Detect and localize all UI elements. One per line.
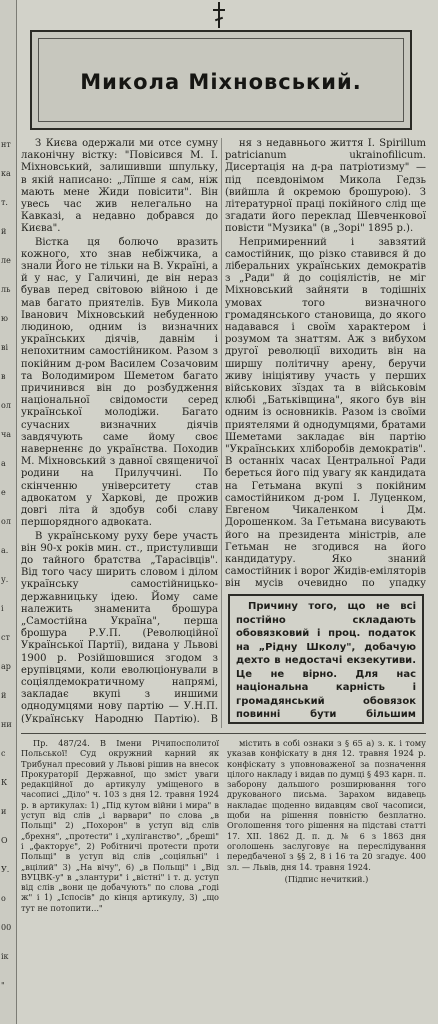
- article-paragraph: Вістка ця болючо вразить кожного, хто знав небіжчика, а знали Його не тільки на В. Україні, а й у нас, у Галичині, де він нераз бував перед світовою війною і де мав багато приятелів. Був Микола Іванович Міхновський небуденною людиною, одним із визначних українських діячів, давнім і непохитним самостійником. Разом з покійним д-ром Василем Созачовим та Володимиром Шеметом багато причинився він до розбудження національної свідомости серед української молодіжи. Багато сучасних визначних діячів завдячують саме йому своє наверненнє до українства. Походив М. Міхновський з давної священичої родини на Прилуччині. По скінченню університету став адвокатом у Харкові, де прожив довгі літа й здобув собі славу першорядного адвоката.: [21, 236, 218, 529]
- article-paragraph: Непримиренний і завзятий самостійник, що різко ставився й до ліберальних українських демократів з „Ради" й до соціялістів, не міг Міхновський зайняти в тодішніх умовах того визначного громадянського становища, до якого надавався і своїм характером і розумом та знаттям. Аж з вибухом другої революції виходить він на ширшу політичну арену, беручи живу ініціятиву участь у перших військових зїздах та в військовім клюбі „Батьківщина", якого був він одним із основників. Разом із своїми приятелями й однодумцями, братами Шеметами закладає він партію "Українських хліборобів демократів". В останніх часах Центральної Ради береться його під увагу як кандидата на Гетьмана вкупі з покійним самостійником д-ром І. Луценком, Евгеном Чикаленком і Дм. Дорошенком. За Гетьмана висувають його на президента міністрів, але Гетьман не згодився на його кандидатуру. Яко знаний самостійник і ворог Жидів-еміляторів він мусів очевидно по упадку: [225, 236, 426, 590]
- fragment-text: с: [1, 749, 6, 758]
- fragment-text: ка: [1, 169, 11, 178]
- fragment-text: о: [1, 894, 6, 903]
- fragment-text: ль: [1, 285, 11, 294]
- title-frame: [30, 30, 412, 130]
- fragment-text: е: [1, 488, 6, 497]
- legal-notice-text: містить в собі ознаки з § 65 а) з. к. і тому указав конфіскату в дня 12. травня 1924 р. конфіскату з уповноваженої за позначення цілого накладу і видав по думці § 493 карн. п. заборону дальшого розширювання того друкованого письма. Зарахом видавець накладає щоденно видавцям свої часописи, щоби на рішення повністю безплатно. Оголошення того рішення на підставі статті 17. ХІІ. 1862 Д. п. д. № 6 з 1863 дня оголошень заслуговує на переслідування передбаченої з §§ 2, 8 і 16 та 20 згадує. 400 зл. — Львів, дня 14. травня 1924.: [227, 738, 426, 872]
- fragment-text: ік: [1, 952, 9, 961]
- fragment-text: ча: [1, 430, 12, 439]
- fragment-text: ол: [1, 401, 11, 410]
- fragment-text: у.: [1, 575, 9, 584]
- article-column-left: [21, 138, 218, 723]
- fragment-text: і: [1, 604, 4, 613]
- fragment-text: и: [1, 807, 7, 816]
- fragment-text: К: [1, 778, 8, 787]
- article-column-right: [225, 138, 426, 590]
- fragment-text: 00: [1, 923, 12, 932]
- orthodox-cross-icon: [211, 2, 227, 28]
- article-title: Микола Міхновський.: [80, 70, 362, 94]
- fragment-text: й: [1, 227, 7, 236]
- fragment-text: ол: [1, 517, 11, 526]
- fragment-text: У.: [1, 865, 10, 874]
- fragment-text: ві: [1, 343, 9, 352]
- fragment-text: ": [1, 981, 5, 990]
- legal-notice-text: Пр. 487/24. В Імени Річипосполитої Польської! Суд окружний карний як Трибунал пресовий у Львові рішив на внесок Прокураторії Державної, що зміст уваги редакційної до артикулу уміщеного в часописі „Діло" ч. 103 з дня 12. травня 1924 р. в артикулах: 1) „Під кутом війни і мира" в уступ від слів „і варвари" по слова „в Польщі" 2) „Похорон" в уступ від слів „брехня", „протести" і „хуліганство", „бреші" і „факторує", 2) Робітничі протести проти Польщі" в уступ від слів „соціяльні" і „вцілий" 3) „На вічу", 6) „в Польщі" і „Від ВУЦВК-у" в „злантури" і „вістні" і т. д. уступ від слів „вони це добачують" по слова „годі ж" і 1) „Іспосів" до кінця артикулу, 3) „що тут не потопити...": [21, 738, 219, 913]
- fragment-text: нт: [1, 140, 11, 149]
- legal-notice-signature: (Підпис нечиткий.): [284, 873, 369, 884]
- fragment-text: ст: [1, 633, 10, 642]
- fragment-text: ни: [1, 720, 12, 729]
- article-paragraph: В українському руху бере участь він 90-х років мин. ст., пристуливши до тайного братства „Тарасівців". Від того часу ширить словом і ділом українську самостійницько-державницьку ідею. Йому саме належить знаменита брошура „Самостійна Україна", перша брошура Р.У.П. (Революційної Української Партії), видана у Львові 1900 р. Розійшовшися згодом з ерупівцями, коли еволюціонували в соціялдемократичному напрямі, закладає вкупі з иншими однодумцями нову партію — У.Н.П. (Українську Народню Партію). В: [21, 530, 218, 723]
- fragment-text: т.: [1, 198, 8, 207]
- legal-notice-left: [21, 738, 219, 1020]
- legal-notice-right: [227, 738, 426, 1020]
- left-column-fragment: [0, 0, 17, 1024]
- section-rule: [21, 733, 426, 734]
- column-divider: [221, 138, 222, 728]
- fragment-text: в: [1, 372, 6, 381]
- article-paragraph: З Києва одержали ми отсе сумну лаконічну вістку: "Повісився М. І. Міхновський, залишивши шпульку, в якій написано: „Лїпше я сам, ніж мають мене Жиди повісити". Він увесь час жив нелегально на Кавказі, а недавно добрався до Києва".: [21, 138, 218, 235]
- fragment-text: ю: [1, 314, 8, 323]
- boxed-notice: Причину того, що не всі постійно складають обовязковий і проц. податок на „Рідну Школу", добачую дехто в недостачі екзекутиви. Це не вірно. Для нас національна карність і громадянський обовязок повинні бути більшим: [228, 594, 424, 724]
- fragment-text: ле: [1, 256, 11, 265]
- fragment-text: а.: [1, 546, 9, 555]
- fragment-text: й: [1, 691, 7, 700]
- fragment-text: ар: [1, 662, 11, 671]
- fragment-text: а: [1, 459, 6, 468]
- article-paragraph: ня з недавнього життя І. Spirillum patricianum ukrainofilicum. Дисертація на д-ра патріотизму" — під псевдонімом Микола Гедзь (вийшла й окремою брошурою). З літературної праці покійного слід ще згадати його переклад Шевченкової повісти "Музика" (в „Зорі" 1895 р.).: [225, 138, 426, 235]
- fragment-text: О: [1, 836, 8, 845]
